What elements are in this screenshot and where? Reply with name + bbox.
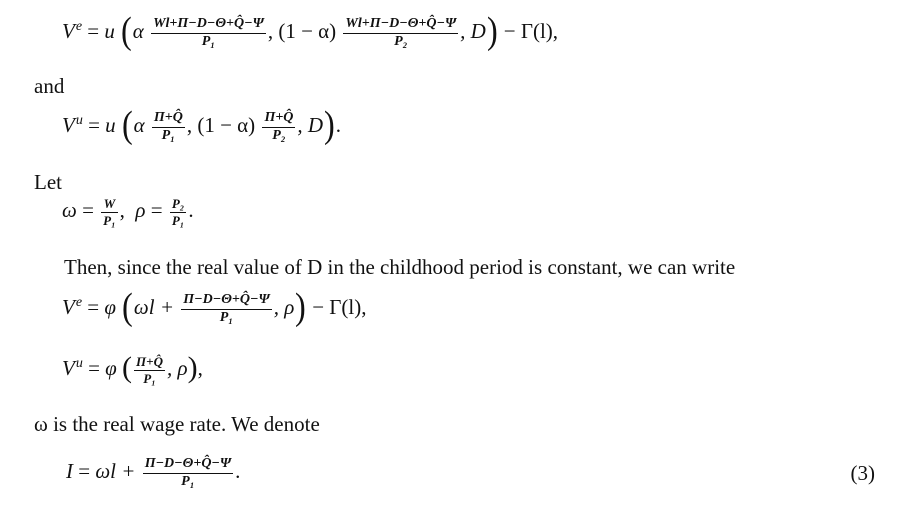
- right-paren: ): [295, 286, 306, 328]
- wage-term: ωl +: [133, 294, 175, 319]
- fraction-2: [262, 110, 295, 145]
- left-paren: (: [122, 351, 133, 385]
- fraction-numerator: P₂: [171, 196, 185, 211]
- lhs-symbol: V: [62, 294, 75, 319]
- fraction-denominator: P₁: [143, 370, 156, 386]
- equals-sign: =: [87, 294, 100, 319]
- after-term: .: [235, 459, 241, 484]
- text-omega: ω is the real wage rate. We denote: [34, 412, 320, 436]
- fraction-numerator: Π−D−Θ+Q̂−Ψ: [181, 292, 271, 310]
- fraction-denominator: P₁: [103, 212, 116, 228]
- lhs-symbol: I: [66, 459, 73, 484]
- middle-term: , (1 − α): [267, 18, 337, 43]
- comma: ,: [119, 197, 125, 222]
- fraction-denominator: P₂: [272, 127, 286, 143]
- superscript: u: [75, 112, 83, 128]
- fraction-wage: [101, 196, 117, 228]
- middle-term: , (1 − α): [186, 112, 256, 137]
- alpha-symbol: α: [133, 112, 145, 137]
- superscript: e: [75, 18, 83, 34]
- right-paren: ): [324, 104, 335, 146]
- equation-income: [66, 456, 240, 491]
- alpha-symbol: α: [132, 18, 144, 43]
- equation-number: (3): [850, 461, 875, 485]
- after-term: ,: [197, 355, 203, 380]
- after-term: .: [188, 197, 194, 222]
- function-symbol: φ: [105, 355, 117, 380]
- right-paren: ): [486, 10, 498, 52]
- superscript: e: [75, 294, 83, 310]
- tail-term: , D: [460, 18, 486, 43]
- text-then: Then, since the real value of D in the childhood period is constant, we can write: [64, 255, 736, 279]
- fraction-numerator: Wl+Π−D−Θ+Q̂−Ψ: [343, 16, 458, 34]
- equation-vu-phi: [62, 351, 203, 386]
- lhs-symbol: V: [62, 18, 75, 43]
- equals-sign-2: =: [150, 197, 163, 222]
- fraction-unearned: [134, 354, 165, 386]
- lhs-symbol: V: [62, 112, 75, 137]
- left-paren: (: [122, 286, 133, 328]
- fraction-2: [343, 16, 458, 51]
- equals-sign: =: [78, 459, 91, 484]
- wage-term: ωl +: [95, 459, 136, 484]
- text-and: and: [34, 74, 65, 98]
- equation-vu-utility: [62, 104, 341, 146]
- equation-omega-rho: [62, 196, 194, 228]
- fraction-numerator: Π+Q̂: [262, 110, 295, 128]
- fraction-numerator: W: [101, 196, 117, 213]
- fraction-numerator: Π−D−Θ+Q̂−Ψ: [143, 456, 233, 474]
- omega-symbol: ω: [62, 197, 77, 222]
- fraction-denominator: P₁: [171, 212, 185, 228]
- equals-sign: =: [82, 197, 94, 222]
- equals-sign: =: [88, 112, 100, 137]
- fraction-price: [170, 196, 186, 228]
- fraction-denominator: P₂: [394, 33, 408, 49]
- function-symbol: u: [104, 18, 115, 43]
- tail-term: , ρ: [166, 355, 188, 380]
- text-let: Let: [34, 170, 62, 194]
- tail-term: , ρ: [273, 294, 295, 319]
- fraction-1: [152, 110, 185, 145]
- fraction-numerator: Π+Q̂: [152, 110, 185, 128]
- superscript: u: [75, 355, 83, 371]
- fraction-numerator: Wl+Π−D−Θ+Q̂−Ψ: [151, 16, 266, 34]
- left-paren: (: [121, 10, 132, 52]
- fraction-denominator: P₁: [181, 473, 195, 489]
- after-term: .: [335, 112, 341, 137]
- fraction-denominator: P₁: [201, 33, 216, 49]
- after-term: − Γ(l),: [306, 294, 367, 319]
- rho-symbol: ρ: [135, 197, 146, 222]
- equation-ve-phi: [62, 286, 367, 328]
- left-paren: (: [121, 104, 133, 146]
- lhs-symbol: V: [62, 355, 75, 380]
- fraction-denominator: P₁: [161, 127, 176, 143]
- right-paren: ): [187, 351, 198, 385]
- fraction-income: [143, 456, 233, 491]
- fraction-denominator: P₁: [219, 309, 234, 325]
- fraction-income: [181, 292, 271, 327]
- after-term: − Γ(l),: [498, 18, 559, 43]
- function-symbol: u: [105, 112, 116, 137]
- fraction-numerator: Π+Q̂: [136, 354, 163, 369]
- equals-sign: =: [88, 355, 100, 380]
- fraction-1: [151, 16, 266, 51]
- function-symbol: φ: [104, 294, 117, 319]
- equals-sign: =: [87, 18, 100, 43]
- equation-ve-utility: [62, 10, 559, 52]
- tail-term: , D: [297, 112, 324, 137]
